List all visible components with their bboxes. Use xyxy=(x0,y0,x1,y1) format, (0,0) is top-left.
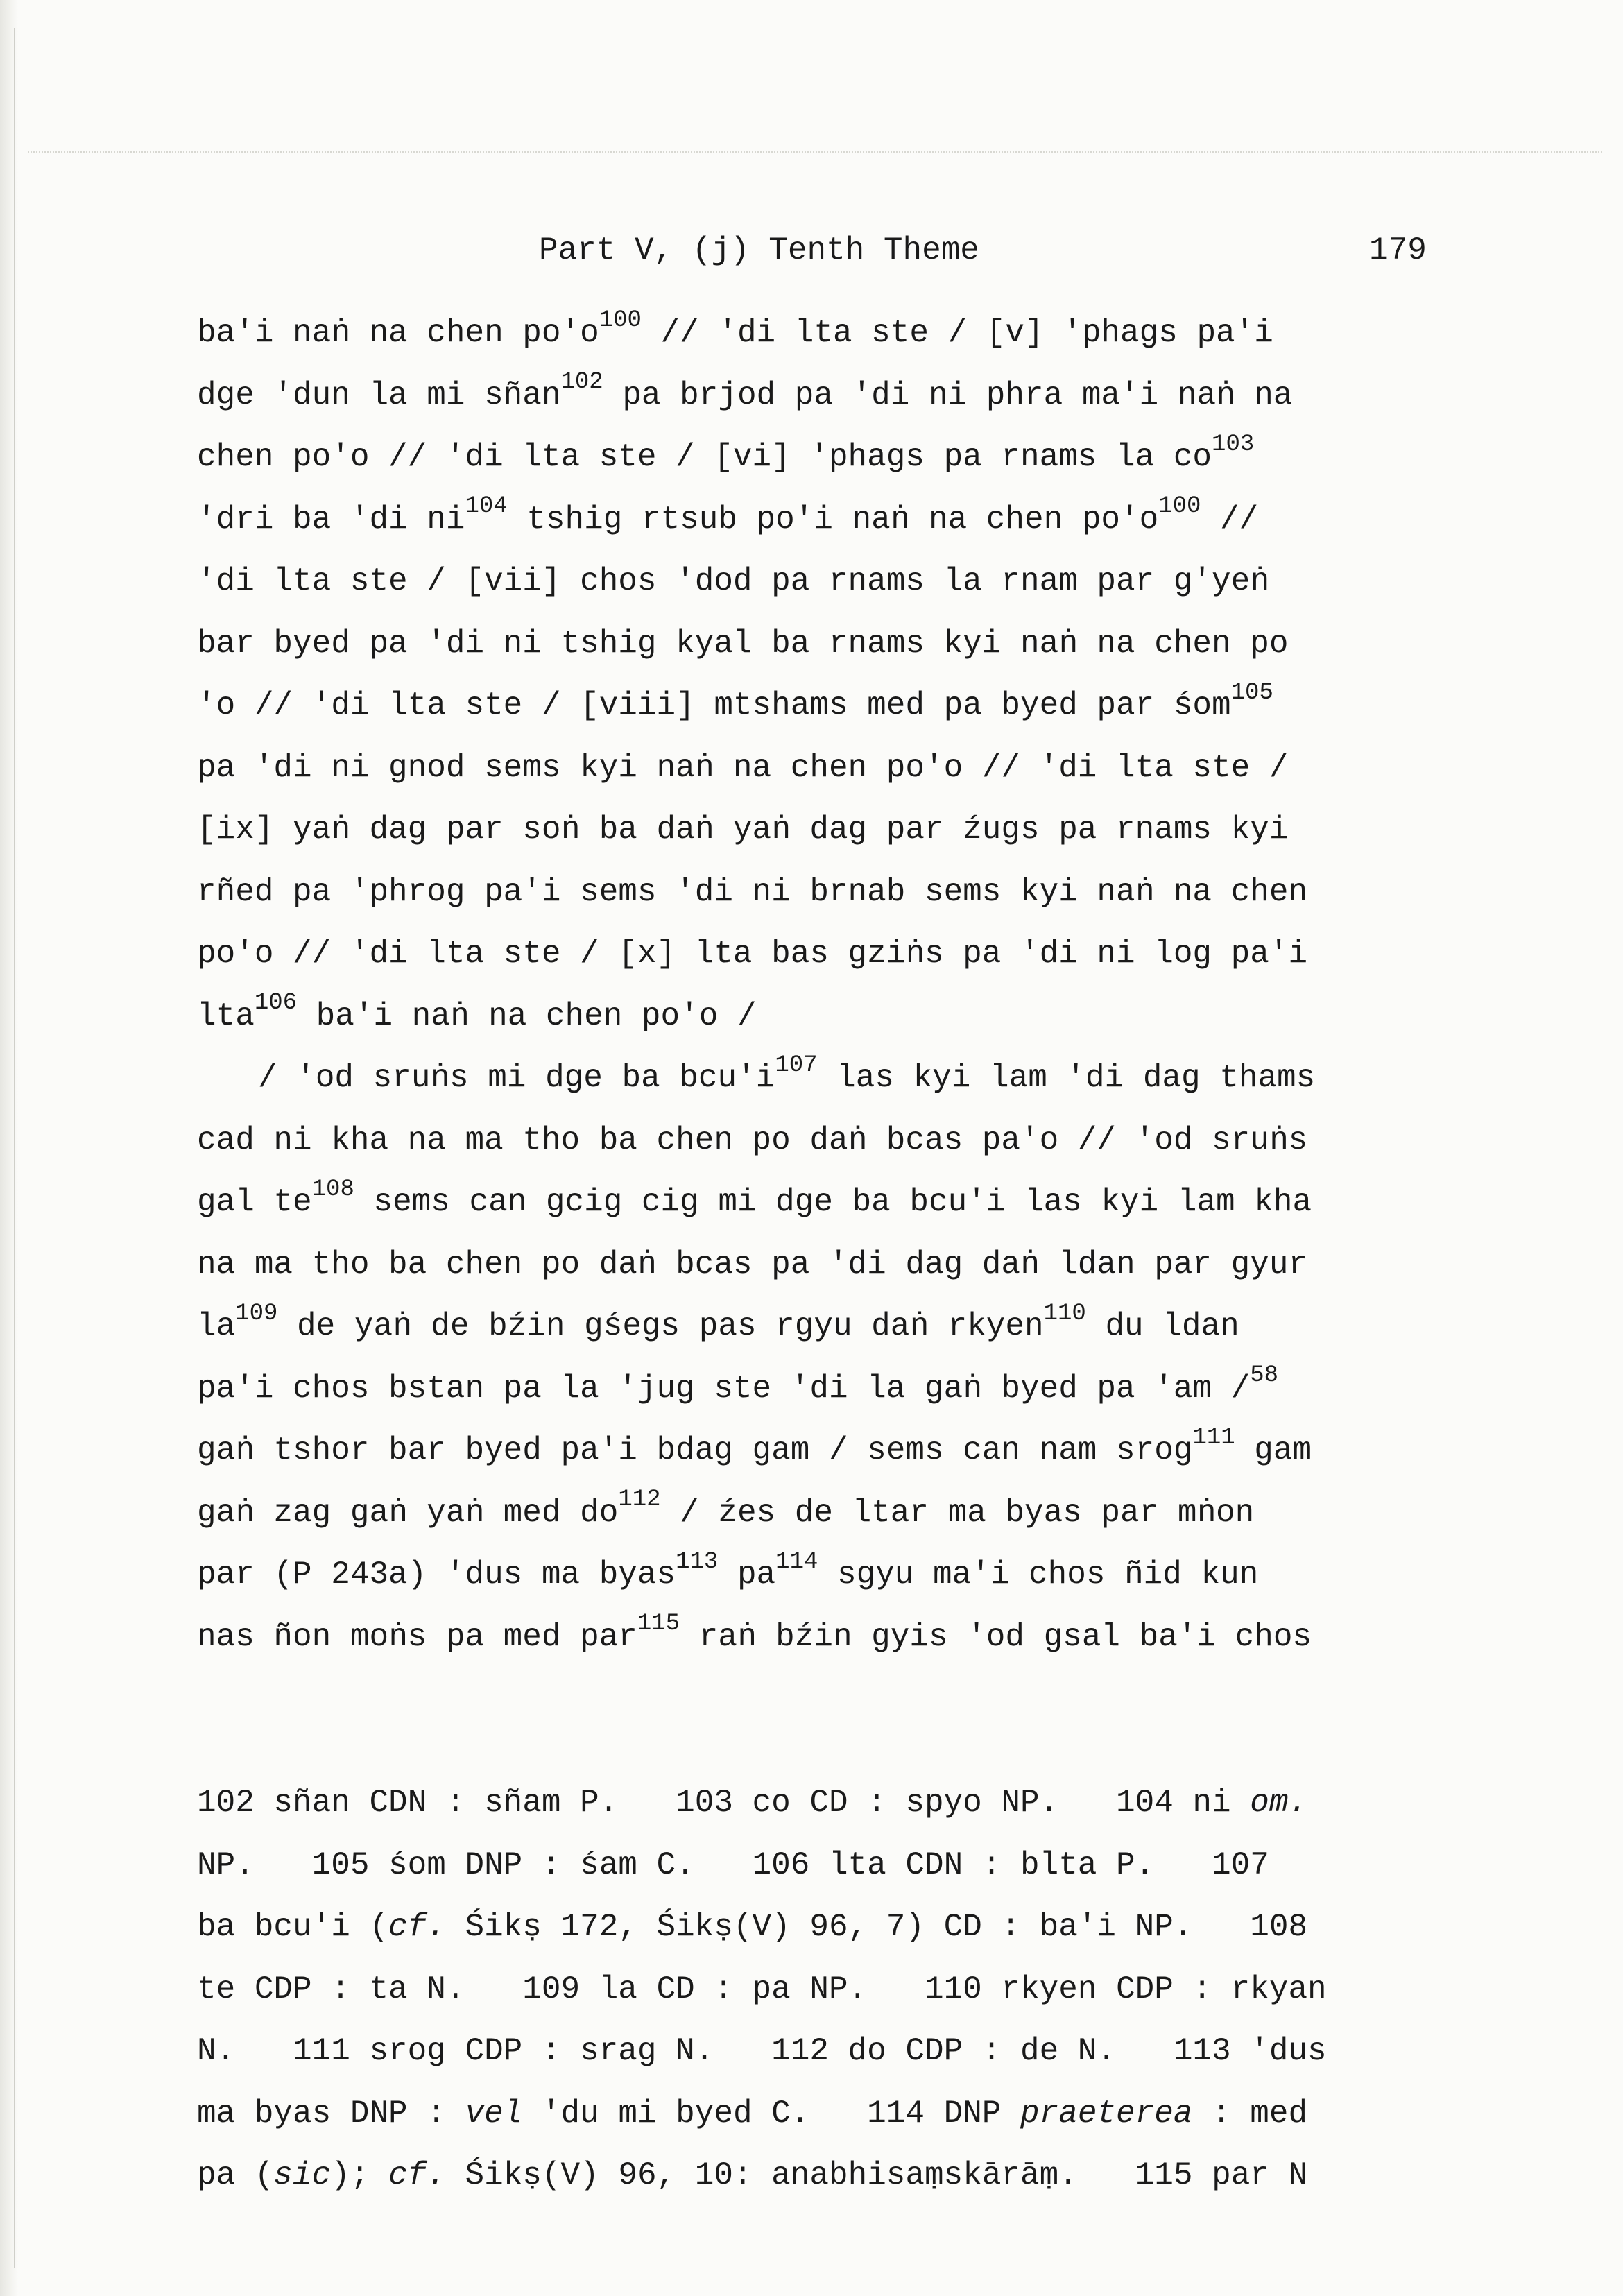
text-run: Śikṣ(V) 96, 10: anabhisaṃskārāṃ. 115 par N xyxy=(445,2157,1308,2193)
text-run: ba'i naṅ na chen po'o xyxy=(197,315,599,351)
footnotes-line xyxy=(197,2083,1466,2145)
footnote-marker: 104 xyxy=(465,493,508,520)
text-run: na ma tho ba chen po daṅ bcas pa 'di dag daṅ ldan par gyur xyxy=(197,1246,1308,1283)
footnote-marker: 109 xyxy=(235,1300,278,1327)
footnote-marker: 100 xyxy=(1158,493,1201,520)
body-line xyxy=(197,1544,1466,1607)
text-run: pa'i chos bstan pa la 'jug ste 'di la gaṅ byed pa 'am / xyxy=(197,1370,1251,1407)
text-run: raṅ bźin gyis 'od gsal ba'i chos xyxy=(680,1618,1312,1655)
text-run: pa ( xyxy=(197,2157,274,2193)
body-line xyxy=(197,1234,1466,1296)
italic-text: vel xyxy=(465,2095,523,2132)
text-run: NP. 105 śom DNP : śam C. 106 lta CDN : blta P. 107 xyxy=(197,1847,1269,1883)
body-line xyxy=(197,302,1466,365)
footnote-marker: 110 xyxy=(1043,1300,1086,1327)
footnotes-line xyxy=(197,2021,1466,2083)
body-line xyxy=(197,737,1466,800)
text-run: chen po'o // 'di lta ste / [vi] 'phags pa rnams la co xyxy=(197,439,1212,475)
text-run: te CDP : ta N. 109 la CD : pa NP. 110 rkyen CDP : rkyan xyxy=(197,1971,1327,2007)
text-run: // xyxy=(1201,501,1259,538)
main-text xyxy=(197,302,1466,1668)
text-run: gal te xyxy=(197,1184,312,1220)
text-run: Śikṣ 172, Śikṣ(V) 96, 7) CD : ba'i NP. 108 xyxy=(445,1909,1308,1945)
text-run: sems can gcig cig mi dge ba bcu'i las kyi lam kha xyxy=(354,1184,1312,1220)
text-run: / źes de ltar ma byas par mṅon xyxy=(660,1494,1255,1531)
text-run: ba bcu'i ( xyxy=(197,1909,389,1945)
footnote-marker: 105 xyxy=(1230,679,1273,706)
footnotes xyxy=(197,1772,1466,2207)
text-run: po'o // 'di lta ste / [x] lta bas gziṅs pa 'di ni log pa'i xyxy=(197,936,1308,972)
text-run: par (P 243a) 'dus ma byas xyxy=(197,1557,676,1593)
text-run: ba'i naṅ na chen po'o / xyxy=(297,997,757,1034)
text-run: rñed pa 'phrog pa'i sems 'di ni brnab sems kyi naṅ na chen xyxy=(197,873,1308,910)
text-run: de yaṅ de bźin gśegs pas rgyu daṅ rkyen xyxy=(277,1308,1044,1344)
page-number: 179 xyxy=(1369,232,1427,268)
body-line xyxy=(197,1110,1466,1172)
footnote-marker: 111 xyxy=(1192,1424,1235,1451)
text-run: sgyu ma'i chos ñid kun xyxy=(818,1557,1259,1593)
footnote-marker: 107 xyxy=(775,1052,818,1079)
footnote-marker: 114 xyxy=(775,1548,818,1575)
running-title: Part V, (j) Tenth Theme xyxy=(539,232,979,268)
footnote-marker: 115 xyxy=(637,1611,680,1638)
text-run: la xyxy=(197,1308,236,1344)
body-line xyxy=(197,1607,1466,1669)
body-line xyxy=(197,986,1466,1048)
text-run: pa 'di ni gnod sems kyi naṅ na chen po'o // 'di lta ste / xyxy=(197,749,1289,786)
body-line xyxy=(197,613,1466,676)
footnote-marker: 108 xyxy=(311,1176,354,1203)
text-run: 102 sñan CDN : sñam P. 103 co CD : spyo NP. 104 ni xyxy=(197,1785,1251,1821)
text-run: tshig rtsub po'i naṅ na chen po'o xyxy=(507,501,1159,538)
footnotes-line xyxy=(197,1835,1466,1897)
body-line xyxy=(197,675,1466,737)
text-run: pa brjod pa 'di ni phra ma'i naṅ na xyxy=(603,377,1293,413)
body-line xyxy=(197,551,1466,613)
body-line xyxy=(197,1420,1466,1482)
text-run: [ix] yaṅ dag par soṅ ba daṅ yaṅ dag par źugs pa rnams kyi xyxy=(197,812,1289,848)
footnotes-line xyxy=(197,1959,1466,2021)
text-run: dge 'dun la mi sñan xyxy=(197,377,561,413)
page-header xyxy=(0,232,1623,288)
footnote-marker: 113 xyxy=(676,1548,719,1575)
scan-left-margin xyxy=(0,0,18,2296)
italic-text: om. xyxy=(1250,1785,1308,1821)
text-run: N. 111 srog CDP : srag N. 112 do CDP : de N. 113 'dus xyxy=(197,2033,1327,2069)
body-line xyxy=(197,1358,1466,1421)
footnote-marker: 58 xyxy=(1250,1362,1279,1389)
body-line xyxy=(197,489,1466,551)
text-run: gaṅ tshor bar byed pa'i bdag gam / sems can nam srog xyxy=(197,1432,1193,1468)
text-run: gaṅ zag gaṅ yaṅ med do xyxy=(197,1494,619,1531)
footnotes-line xyxy=(197,2145,1466,2207)
text-run: nas ñon moṅs pa med par xyxy=(197,1618,637,1655)
footnotes-line xyxy=(197,1896,1466,1959)
italic-text: sic xyxy=(273,2157,332,2193)
footnote-marker: 106 xyxy=(254,990,298,1017)
text-run: gam xyxy=(1235,1432,1312,1468)
footnote-marker: 103 xyxy=(1212,431,1255,458)
text-run: las kyi lam 'di dag thams xyxy=(817,1060,1316,1096)
text-run: : med xyxy=(1192,2095,1308,2132)
text-run: 'o // 'di lta ste / [viii] mtshams med pa byed par śom xyxy=(197,687,1231,723)
body-line xyxy=(197,799,1466,862)
text-run: cad ni kha na ma tho ba chen po daṅ bcas pa'o // 'od sruṅs xyxy=(197,1122,1308,1158)
scan-artifact-line xyxy=(28,151,1602,154)
body-line xyxy=(197,1047,1466,1110)
italic-text: cf. xyxy=(388,2157,446,2193)
text-run: ); xyxy=(331,2157,389,2193)
text-run: lta xyxy=(197,997,255,1034)
footnotes-line xyxy=(197,1772,1466,1835)
body-line xyxy=(197,365,1466,427)
italic-text: cf. xyxy=(388,1909,446,1945)
text-run: ma byas DNP : xyxy=(197,2095,465,2132)
body-line xyxy=(197,923,1466,986)
text-run: bar byed pa 'di ni tshig kyal ba rnams kyi naṅ na chen po xyxy=(197,625,1289,662)
footnote-marker: 102 xyxy=(560,369,603,396)
text-run: pa xyxy=(718,1557,776,1593)
body-line xyxy=(197,862,1466,924)
footnote-marker: 112 xyxy=(618,1487,661,1514)
text-run: du ldan xyxy=(1085,1308,1239,1344)
text-run: 'du mi byed C. 114 DNP xyxy=(522,2095,1021,2132)
text-run: / 'od sruṅs mi dge ba bcu'i xyxy=(258,1060,775,1096)
text-run: // 'di lta ste / [v] 'phags pa'i xyxy=(641,315,1273,351)
body-line xyxy=(197,1482,1466,1545)
body-line xyxy=(197,1296,1466,1358)
scan-edge-line xyxy=(14,28,15,2268)
body-line xyxy=(197,427,1466,489)
text-run: 'di lta ste / [vii] chos 'dod pa rnams la rnam par g'yeṅ xyxy=(197,563,1269,599)
italic-text: praeterea xyxy=(1020,2095,1193,2132)
body-line xyxy=(197,1172,1466,1234)
footnote-marker: 100 xyxy=(599,307,642,334)
text-run: 'dri ba 'di ni xyxy=(197,501,465,538)
